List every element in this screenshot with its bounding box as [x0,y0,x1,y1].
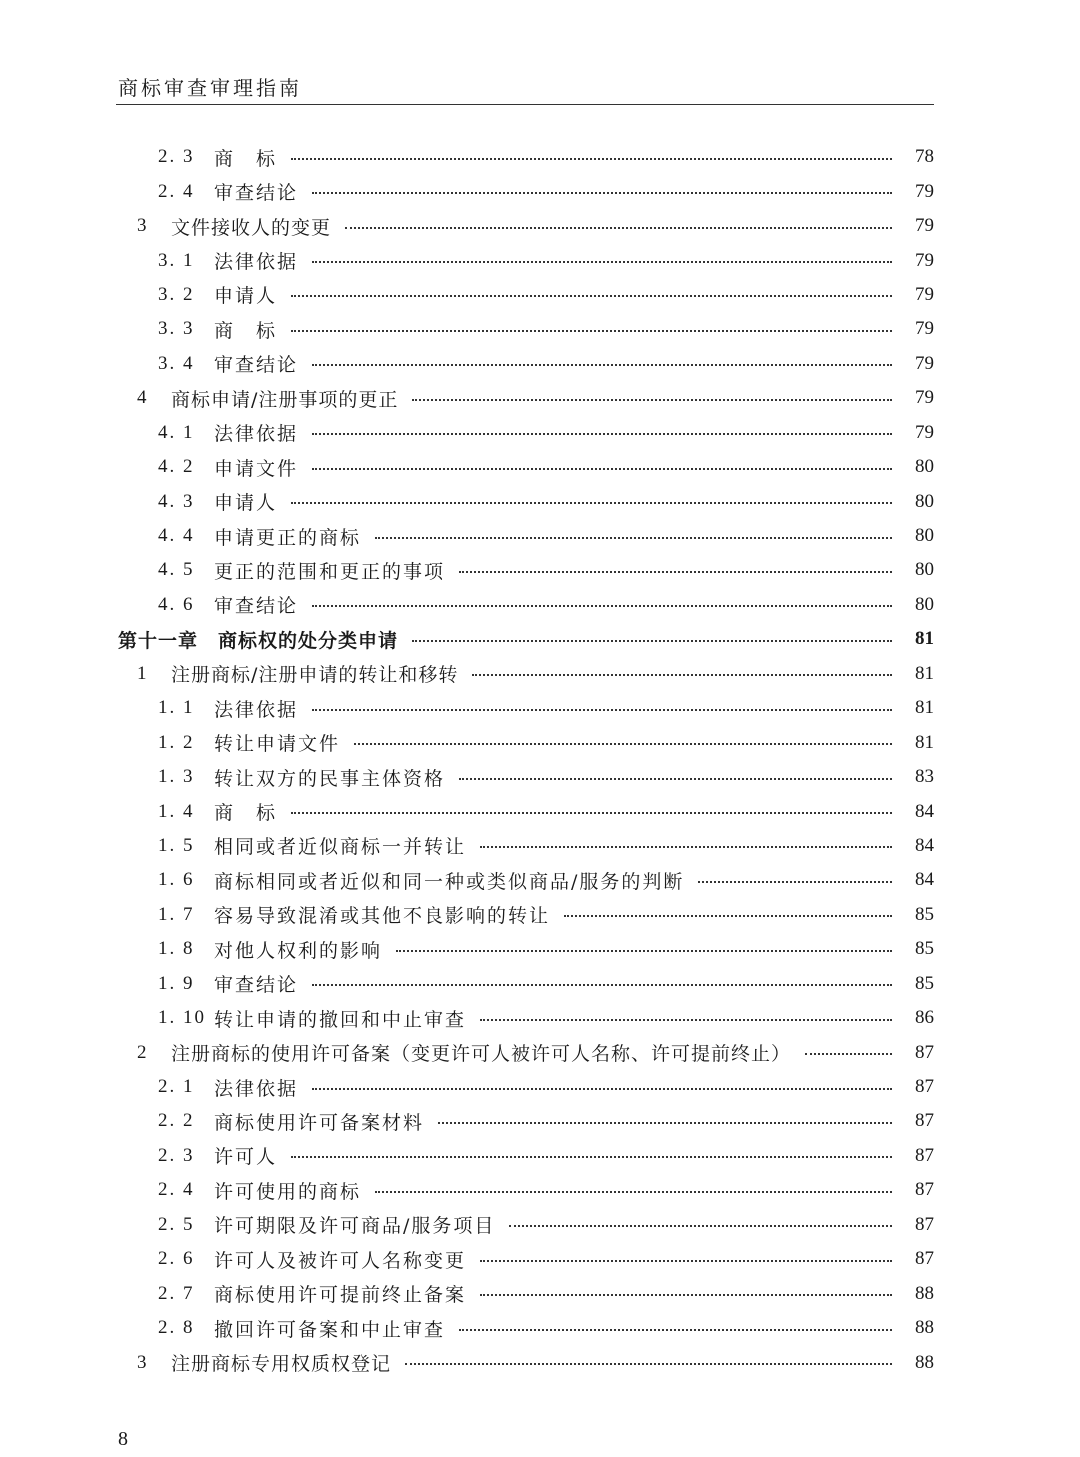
toc-entry[interactable] [0,1035,1080,1069]
toc-entry-page: 81 [915,628,934,650]
toc-entry-number: 1. 2 [158,731,195,753]
toc-entry-number: 2. 8 [158,1317,195,1339]
toc-entry-title: 转让申请文件 [214,733,341,756]
toc-entry-number: 2. 4 [158,180,195,202]
dot-leader [472,673,892,676]
toc-entry-number: 3 [137,1351,147,1373]
toc-entry-title: 相同或者近似商标一并转让 [214,836,467,859]
dot-leader [459,570,892,573]
toc-entry-title: 申请人 [214,285,278,308]
toc-entry[interactable] [0,519,1080,553]
toc-entry-page: 87 [915,1179,934,1201]
toc-entry-number: 1. 3 [158,766,195,788]
toc-entry-number: 4. 4 [158,525,195,547]
dot-leader [405,1362,892,1365]
toc-entry-title: 许可使用的商标 [214,1180,362,1203]
dot-leader [412,639,892,642]
dot-leader [354,742,892,745]
toc-entry[interactable] [0,1139,1080,1173]
toc-entry[interactable] [0,829,1080,863]
page-number: 8 [118,1428,128,1450]
toc-entry[interactable] [0,588,1080,622]
toc-entry[interactable] [0,1070,1080,1104]
toc-entry-title: 注册商标的使用许可备案（变更许可人被许可人名称、许可提前终止） [171,1043,792,1066]
toc-entry-title: 注册商标/注册申请的转让和移转 [171,664,459,687]
toc-entry[interactable] [0,1208,1080,1242]
toc-entry-title: 商标申请/注册事项的更正 [171,388,399,411]
header-rule [116,104,934,105]
toc-entry-page: 87 [915,1041,934,1063]
dot-leader [312,432,892,435]
toc-entry-title: 许可期限及许可商品/服务项目 [214,1215,496,1238]
toc-entry[interactable] [0,725,1080,759]
toc-entry-title: 文件接收人的变更 [171,216,332,239]
dot-leader [291,157,892,160]
toc-entry[interactable] [0,1276,1080,1310]
toc-entry-page: 79 [915,318,934,340]
dot-leader [698,880,892,883]
toc-entry-number: 4. 2 [158,456,195,478]
toc-entry-title: 第十一章 商标权的处分类申请 [118,629,399,652]
toc-entry-title: 商标使用许可提前终止备案 [214,1284,467,1307]
toc-entry[interactable] [0,1104,1080,1138]
toc-entry[interactable] [0,898,1080,932]
dot-leader [564,914,892,917]
toc-entry-page: 87 [915,1213,934,1235]
toc-entry-number: 3 [137,215,147,237]
toc-entry-number: 1. 4 [158,800,195,822]
toc-entry[interactable] [0,278,1080,312]
dot-leader [480,1293,892,1296]
toc-entry-title: 注册商标专用权质权登记 [171,1353,392,1376]
toc-entry-title: 撤回许可备案和中止审查 [214,1318,446,1341]
toc-entry-number: 2. 4 [158,1179,195,1201]
toc-entry-number: 2. 3 [158,146,195,168]
toc-entry-number: 1 [137,662,147,684]
toc-entry-title: 商 标 [214,802,278,825]
dot-leader [345,226,892,229]
toc-entry-title: 转让申请的撤回和中止审查 [214,1008,467,1031]
toc-entry-number: 3. 1 [158,249,195,271]
dot-leader [459,777,892,780]
toc-entry-number: 1. 7 [158,903,195,925]
toc-entry-page: 80 [915,525,934,547]
toc-entry-page: 81 [915,662,934,684]
toc-entry-page: 80 [915,490,934,512]
toc-entry[interactable] [0,1173,1080,1207]
table-of-contents [0,140,1080,1380]
toc-entry-page: 80 [915,593,934,615]
toc-entry[interactable] [0,209,1080,243]
toc-entry-page: 79 [915,387,934,409]
dot-leader [291,501,892,504]
toc-entry-title: 审查结论 [214,595,299,618]
dot-leader [480,1018,892,1021]
toc-entry-number: 2. 7 [158,1282,195,1304]
toc-entry-page: 87 [915,1248,934,1270]
toc-entry-number: 2. 1 [158,1076,195,1098]
toc-entry-page: 85 [915,972,934,994]
toc-entry-number: 2. 2 [158,1110,195,1132]
toc-entry-page: 80 [915,456,934,478]
toc-entry-page: 84 [915,834,934,856]
toc-entry-page: 80 [915,559,934,581]
toc-entry-number: 4. 3 [158,490,195,512]
toc-entry[interactable] [0,863,1080,897]
toc-entry-page: 84 [915,800,934,822]
toc-entry[interactable] [0,140,1080,174]
toc-entry-number: 3. 3 [158,318,195,340]
toc-entry-page: 78 [915,146,934,168]
toc-entry-page: 88 [915,1317,934,1339]
toc-entry-title: 法律依据 [214,423,299,446]
toc-entry-number: 4 [137,387,147,409]
toc-entry[interactable] [0,967,1080,1001]
toc-entry-number: 4. 6 [158,593,195,615]
toc-entry-title: 法律依据 [214,698,299,721]
toc-entry-title: 容易导致混淆或其他不良影响的转让 [214,905,551,928]
toc-entry-number: 3. 2 [158,283,195,305]
toc-entry-page: 81 [915,731,934,753]
dot-leader [375,536,892,539]
toc-entry-number: 1. 10 [158,1007,206,1029]
dot-leader [312,191,892,194]
toc-entry-title: 更正的范围和更正的事项 [214,560,446,583]
toc-entry-number: 2. 3 [158,1144,195,1166]
dot-leader [509,1224,892,1227]
dot-leader [312,363,892,366]
toc-entry-page: 79 [915,283,934,305]
toc-entry[interactable] [0,450,1080,484]
toc-entry-page: 79 [915,215,934,237]
toc-entry-title: 审查结论 [214,182,299,205]
toc-entry[interactable] [0,243,1080,277]
toc-entry[interactable] [0,1311,1080,1345]
toc-entry[interactable] [0,553,1080,587]
toc-entry-number: 3. 4 [158,352,195,374]
toc-entry[interactable] [0,657,1080,691]
toc-entry-page: 85 [915,938,934,960]
toc-entry-page: 79 [915,421,934,443]
dot-leader [396,949,892,952]
toc-entry-page: 84 [915,869,934,891]
dot-leader [291,811,892,814]
toc-entry[interactable] [0,760,1080,794]
toc-entry-number: 1. 6 [158,869,195,891]
toc-entry[interactable] [0,347,1080,381]
dot-leader [291,1155,892,1158]
toc-entry-page: 87 [915,1144,934,1166]
dot-leader [805,1052,892,1055]
toc-entry-title: 审查结论 [214,354,299,377]
toc-entry-title: 商标相同或者近似和同一种或类似商品/服务的判断 [214,870,685,893]
toc-entry-page: 81 [915,697,934,719]
toc-entry-page: 86 [915,1007,934,1029]
dot-leader [480,1259,892,1262]
toc-entry-page: 79 [915,180,934,202]
toc-entry-page: 79 [915,249,934,271]
toc-entry-title: 申请文件 [214,457,299,480]
toc-entry-title: 许可人及被许可人名称变更 [214,1249,467,1272]
dot-leader [312,708,892,711]
toc-entry-number: 1. 9 [158,972,195,994]
toc-chapter-entry[interactable] [0,622,1080,656]
dot-leader [312,983,892,986]
toc-entry[interactable] [0,174,1080,208]
toc-entry-number: 4. 5 [158,559,195,581]
dot-leader [412,398,892,401]
toc-entry-page: 87 [915,1110,934,1132]
dot-leader [375,1190,892,1193]
dot-leader [291,294,892,297]
toc-entry[interactable] [0,312,1080,346]
toc-entry[interactable] [0,691,1080,725]
dot-leader [438,1121,892,1124]
toc-entry-number: 1. 8 [158,938,195,960]
toc-entry-title: 法律依据 [214,251,299,274]
toc-entry-number: 2 [137,1041,147,1063]
toc-entry-title: 商标使用许可备案材料 [214,1111,425,1134]
toc-entry-page: 79 [915,352,934,374]
toc-entry[interactable] [0,1001,1080,1035]
toc-entry[interactable] [0,484,1080,518]
toc-entry-title: 申请更正的商标 [214,526,362,549]
dot-leader [312,604,892,607]
toc-entry[interactable] [0,1345,1080,1379]
toc-entry-number: 4. 1 [158,421,195,443]
toc-entry-number: 1. 5 [158,834,195,856]
dot-leader [312,260,892,263]
dot-leader [312,467,892,470]
running-header: 商标审查审理指南 [118,76,302,100]
toc-entry-title: 转让双方的民事主体资格 [214,767,446,790]
toc-entry-title: 申请人 [214,492,278,515]
toc-entry-page: 87 [915,1076,934,1098]
toc-entry[interactable] [0,416,1080,450]
toc-entry-page: 85 [915,903,934,925]
toc-entry-title: 商 标 [214,319,278,342]
toc-entry-page: 88 [915,1282,934,1304]
toc-entry-number: 2. 5 [158,1213,195,1235]
toc-entry-title: 法律依据 [214,1077,299,1100]
toc-entry-page: 88 [915,1351,934,1373]
dot-leader [312,1087,892,1090]
dot-leader [291,329,892,332]
toc-entry-title: 许可人 [214,1146,278,1169]
dot-leader [480,845,892,848]
toc-entry[interactable] [0,1242,1080,1276]
dot-leader [459,1328,892,1331]
toc-entry[interactable] [0,932,1080,966]
toc-entry-title: 商 标 [214,147,278,170]
toc-entry-title: 审查结论 [214,974,299,997]
toc-entry-title: 对他人权利的影响 [214,939,383,962]
toc-entry[interactable] [0,794,1080,828]
toc-entry-page: 83 [915,766,934,788]
toc-entry-number: 2. 6 [158,1248,195,1270]
toc-entry-number: 1. 1 [158,697,195,719]
toc-entry[interactable] [0,381,1080,415]
